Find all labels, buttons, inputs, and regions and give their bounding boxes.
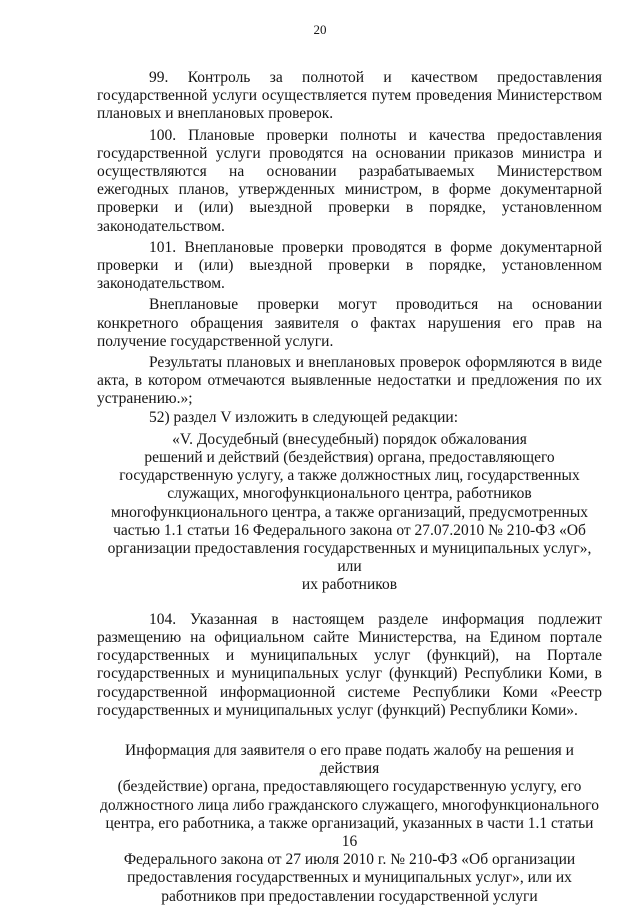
paragraph-unscheduled-checks: Внеплановые проверки могут проводиться на основании конкретного обращения заявителя о фактах нарушения его прав на получение государственной услуги. [97,296,602,350]
section-heading-line: служащих, многофункционального центра, работников [167,485,532,503]
section-heading-line: организации предоставления государственных и муниципальных услуг», или [107,540,592,576]
paragraph-104: 104. Указанная в настоящем разделе информация подлежит размещению на официальном сайте Министерства, на Едином портале государственных и муниципальных услуг (функций), на Портале государственных и муниципальных услуг (функций) Республики Коми, в государственной информационной системе Республики Коми «Реестр государственных и муниципальных услуг (функций) Республики Коми». [97,610,602,719]
document-body [97,69,602,906]
info-heading-line: должностного лица либо гражданского служащего, многофункционального [99,796,599,814]
section-heading-line: государственную услугу, а также должностных лиц, государственных [119,467,580,485]
info-heading-line: (бездействие) органа, предоставляющего государственную услугу, его [117,778,582,796]
info-heading-line: предоставления государственных и муниципальных услуг», или их [127,869,572,887]
section-heading-line: решений и действий (бездействия) органа, предоставляющего [144,449,555,467]
info-heading-line: Информация для заявителя о его праве подать жалобу на решения и действия [125,741,574,778]
info-heading-line: работников при предоставлении государственной услуги [161,887,538,905]
paragraph-101: 101. Внеплановые проверки проводятся в форме документарной проверки и (или) выездной проверки в порядке, установленном законодательством. [97,238,602,293]
paragraph-52: 52) раздел V изложить в следующей редакции: [149,408,459,426]
paragraph-check-results: Результаты плановых и внеплановых проверок оформляются в виде акта, в котором отмечаются выявленные недостатки и предложения по их устранению.»; [97,354,602,408]
section-heading-line: их работников [301,576,398,594]
info-heading-line: центра, его работника, а также организаций, указанных в части 1.1 статьи 16 [105,814,594,850]
complaint-info-heading [97,742,602,906]
section-heading-line: частью 1.1 статьи 16 Федерального закона от 27.07.2010 № 210-ФЗ «Об [113,521,586,539]
info-heading-line: Федерального закона от 27 июля 2010 г. № 210-ФЗ «Об организации [123,851,576,869]
paragraph-99: 99. Контроль за полнотой и качеством предоставления государственной услуги осуществляется путем проведения Министерством плановых и внеплановых проверок. [97,69,602,123]
section-heading-line: многофункционального центра, а также организаций, предусмотренных [110,503,588,521]
section-heading-line: «V. Досудебный (внесудебный) порядок обжалования [172,430,527,448]
section-v-heading [97,431,602,595]
paragraph-100: 100. Плановые проверки полноты и качества предоставления государственной услуги проводятся на основании приказов министра и осуществляются на основании разрабатываемых Министерством ежегодных планов, утвержденных министром, в форме документарной проверки и (или) выездной проверки в порядке, установленном законодательством. [97,126,602,235]
page-number: 20 [313,22,327,37]
